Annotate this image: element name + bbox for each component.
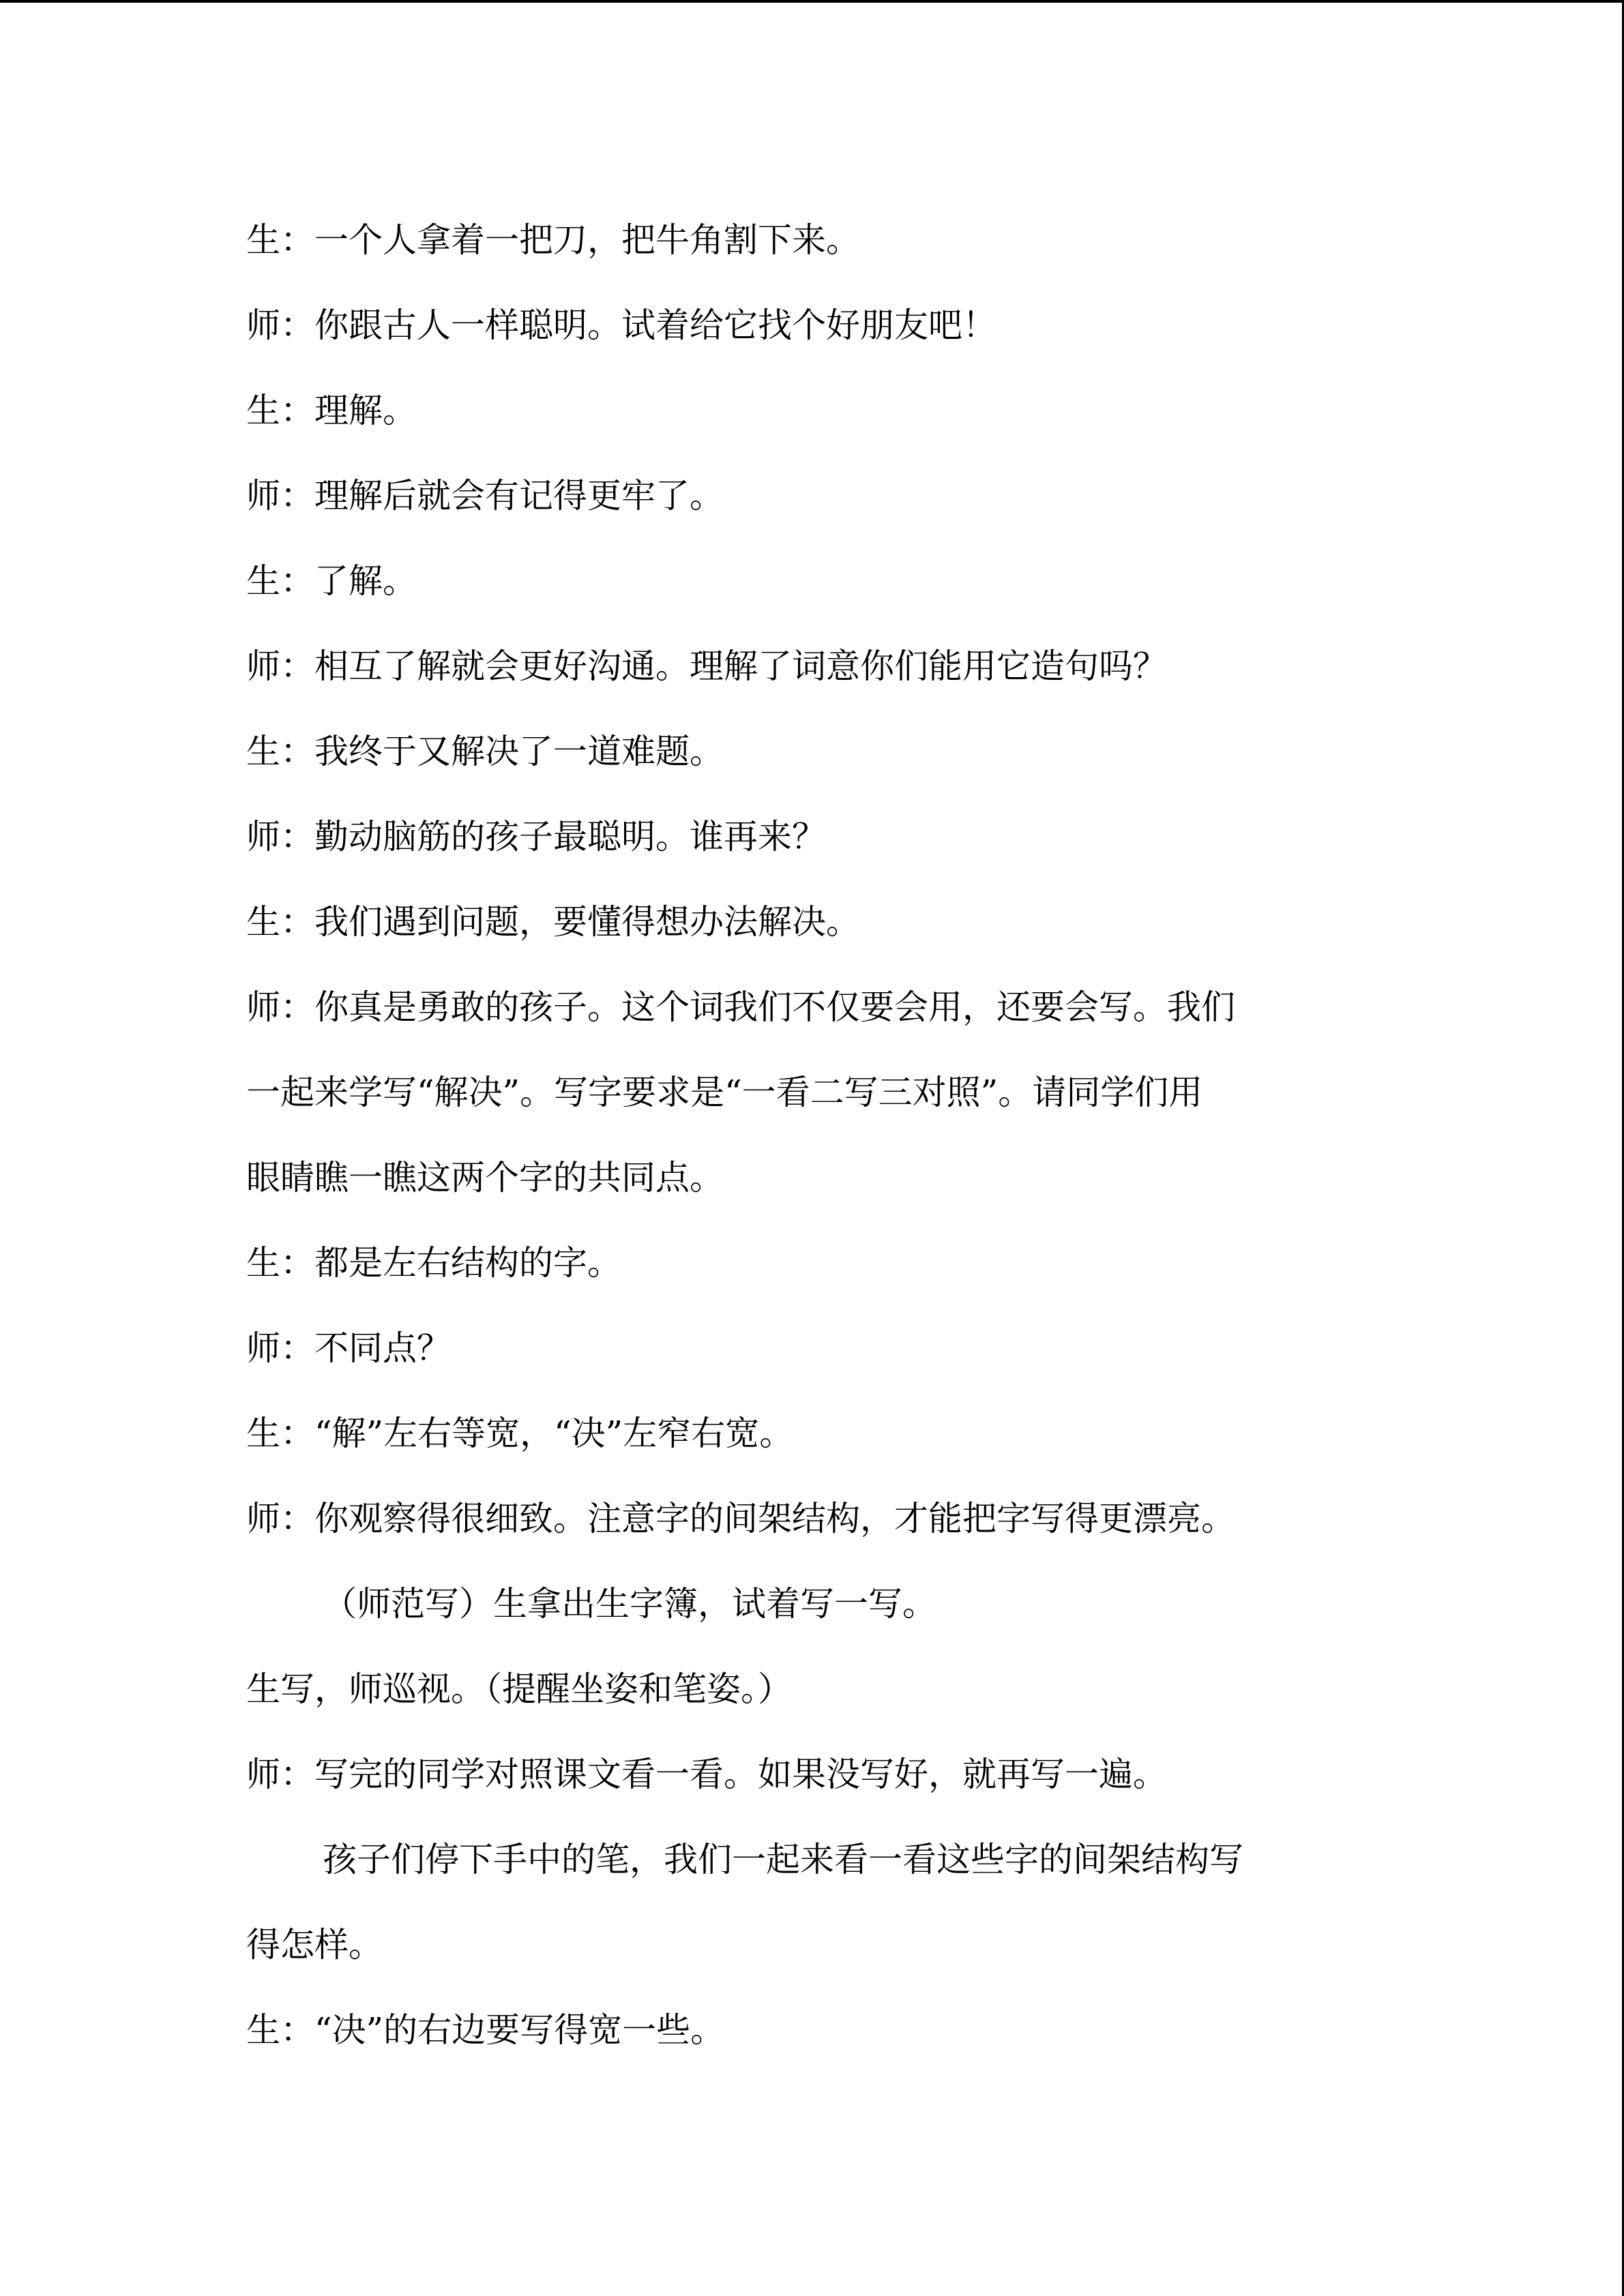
dialogue-line: 生：“解”左右等宽，“决”左窄右宽。 <box>246 1414 794 1453</box>
dialogue-line: 眼睛瞧一瞧这两个字的共同点。 <box>246 1158 724 1197</box>
dialogue-line: 得怎样。 <box>246 1925 383 1965</box>
dialogue-line: 生：我终于又解决了一道难题。 <box>246 732 724 771</box>
dialogue-line: 师：你真是勇敢的孩子。这个词我们不仅要会用，还要会写。我们 <box>246 987 1235 1027</box>
dialogue-line: 生：“决”的右边要写得宽一些。 <box>246 2010 725 2050</box>
document-body <box>246 198 1365 2073</box>
dialogue-line: 生：都是左右结构的字。 <box>246 1243 621 1283</box>
dialogue-line: 生：一个人拿着一把刀，把牛角割下来。 <box>246 220 860 260</box>
dialogue-line: 师：勤动脑筋的孩子最聪明。谁再来？ <box>246 817 826 856</box>
dialogue-line: 孩子们停下手中的笔，我们一起来看一看这些字的间架结构写 <box>323 1840 1243 1879</box>
dialogue-line: 师：你观察得很细致。注意字的间架结构，才能把字写得更漂亮。 <box>246 1499 1235 1538</box>
dialogue-line: 师：不同点？ <box>246 1328 451 1368</box>
dialogue-line: 师：理解后就会有记得更牢了。 <box>246 476 724 516</box>
dialogue-line: 生：我们遇到问题，要懂得想办法解决。 <box>246 902 860 942</box>
dialogue-line: 一起来学写“解决”。写字要求是“一看二写三对照”。请同学们用 <box>246 1073 1203 1112</box>
dialogue-line: 师：你跟古人一样聪明。试着给它找个好朋友吧！ <box>246 305 996 345</box>
dialogue-line: 师：相互了解就会更好沟通。理解了词意你们能用它造句吗？ <box>246 646 1167 686</box>
dialogue-line: 师：写完的同学对照课文看一看。如果没写好，就再写一遍。 <box>246 1755 1167 1794</box>
narration-line: （师范写）生拿出生字簿，试着写一写。 <box>323 1584 936 1624</box>
page-top-border <box>0 0 1624 3</box>
narration-line: 生写，师巡视。（提醒坐姿和笔姿。） <box>246 1669 792 1709</box>
dialogue-line: 生：了解。 <box>246 561 417 601</box>
dialogue-line: 生：理解。 <box>246 391 417 430</box>
